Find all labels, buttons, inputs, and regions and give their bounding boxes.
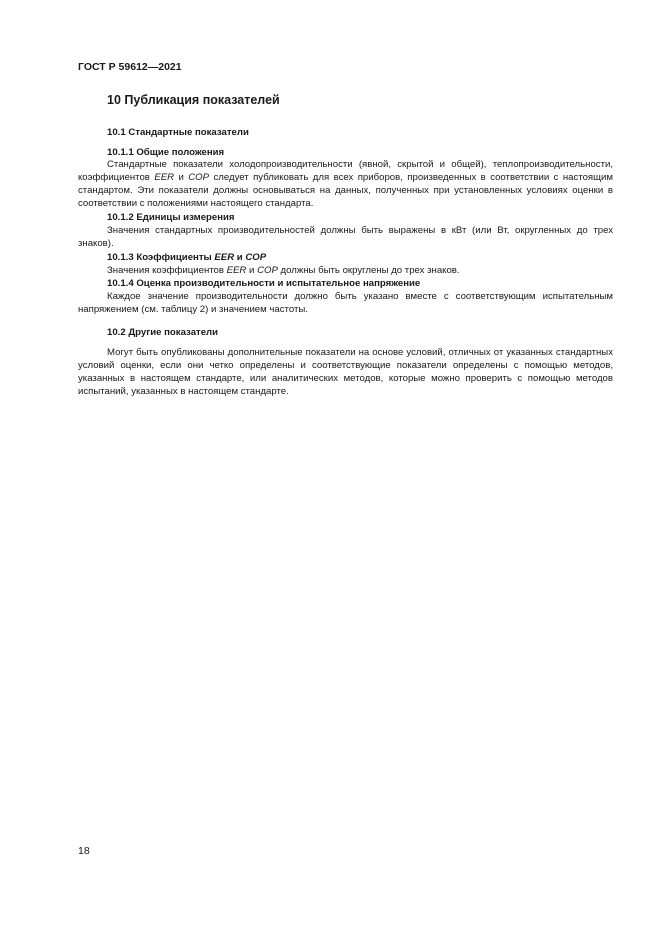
text-fragment: должны быть округлены до трех знаков.: [277, 265, 460, 276]
subsection-text-10-2: Могут быть опубликованы дополнительные показатели на основе условий, отличных от указанных стандартных условий оценки, если они четко определены и соответствующие показатели определены с помощью методов, указанных в настоящем стандарте, или аналитических методов, которые можно проверить с помощью методов испытаний, указанных в настоящем стандарте.: [78, 347, 613, 397]
clause-title-10-1-1: 10.1.1 Общие положения: [107, 147, 225, 158]
clause-text-10-1-2: Значения стандартных производительностей должны быть выражены в кВт (или Вт, округленных до трех знаков).: [78, 225, 613, 249]
subsection-title-10-1: 10.1 Стандартные показатели: [107, 127, 249, 138]
text-fragment: и: [174, 172, 189, 183]
section-title: 10 Публикация показателей: [107, 93, 280, 107]
clause-text-10-1-1: [78, 158, 613, 210]
italic-term: COP: [188, 172, 210, 183]
text-fragment: следует публиковать для всех приборов, произведенных в соответствии с настоящим стандартом. Эти показатели должны основываться на данных, полученных при установленных условиях оценки в соответствии с положениями настоящего стандарта.: [78, 172, 613, 209]
italic-term: COP: [245, 252, 267, 263]
text-fragment: и: [234, 252, 246, 263]
page-number: 18: [78, 845, 90, 857]
clause-title-10-1-2: 10.1.2 Единицы измерения: [107, 212, 235, 223]
text-fragment: 10.1.3 Коэффициенты: [107, 252, 215, 263]
italic-term: EER: [226, 265, 247, 276]
text-fragment: и: [246, 265, 258, 276]
clause-title-10-1-4: 10.1.4 Оценка производительности и испытательное напряжение: [107, 278, 421, 289]
clause-text-10-1-4: Каждое значение производительности должно быть указано вместе с соответствующим испытательным напряжением (см. таблицу 2) и значением частоты.: [78, 291, 613, 315]
italic-term: EER: [154, 172, 175, 183]
clause-title-10-1-3: [107, 251, 266, 264]
italic-term: COP: [257, 265, 278, 276]
subsection-title-10-2: 10.2 Другие показатели: [107, 327, 219, 338]
document-header: ГОСТ Р 59612—2021: [78, 61, 182, 73]
text-fragment: Значения коэффициентов: [107, 265, 227, 276]
italic-term: EER: [214, 252, 235, 263]
text-fragment: Стандартные показатели холодопроизводительности (явной, скрытой и общей), теплопроизводительности, коэффициентов: [78, 159, 613, 183]
clause-text-10-1-3: [78, 264, 613, 277]
